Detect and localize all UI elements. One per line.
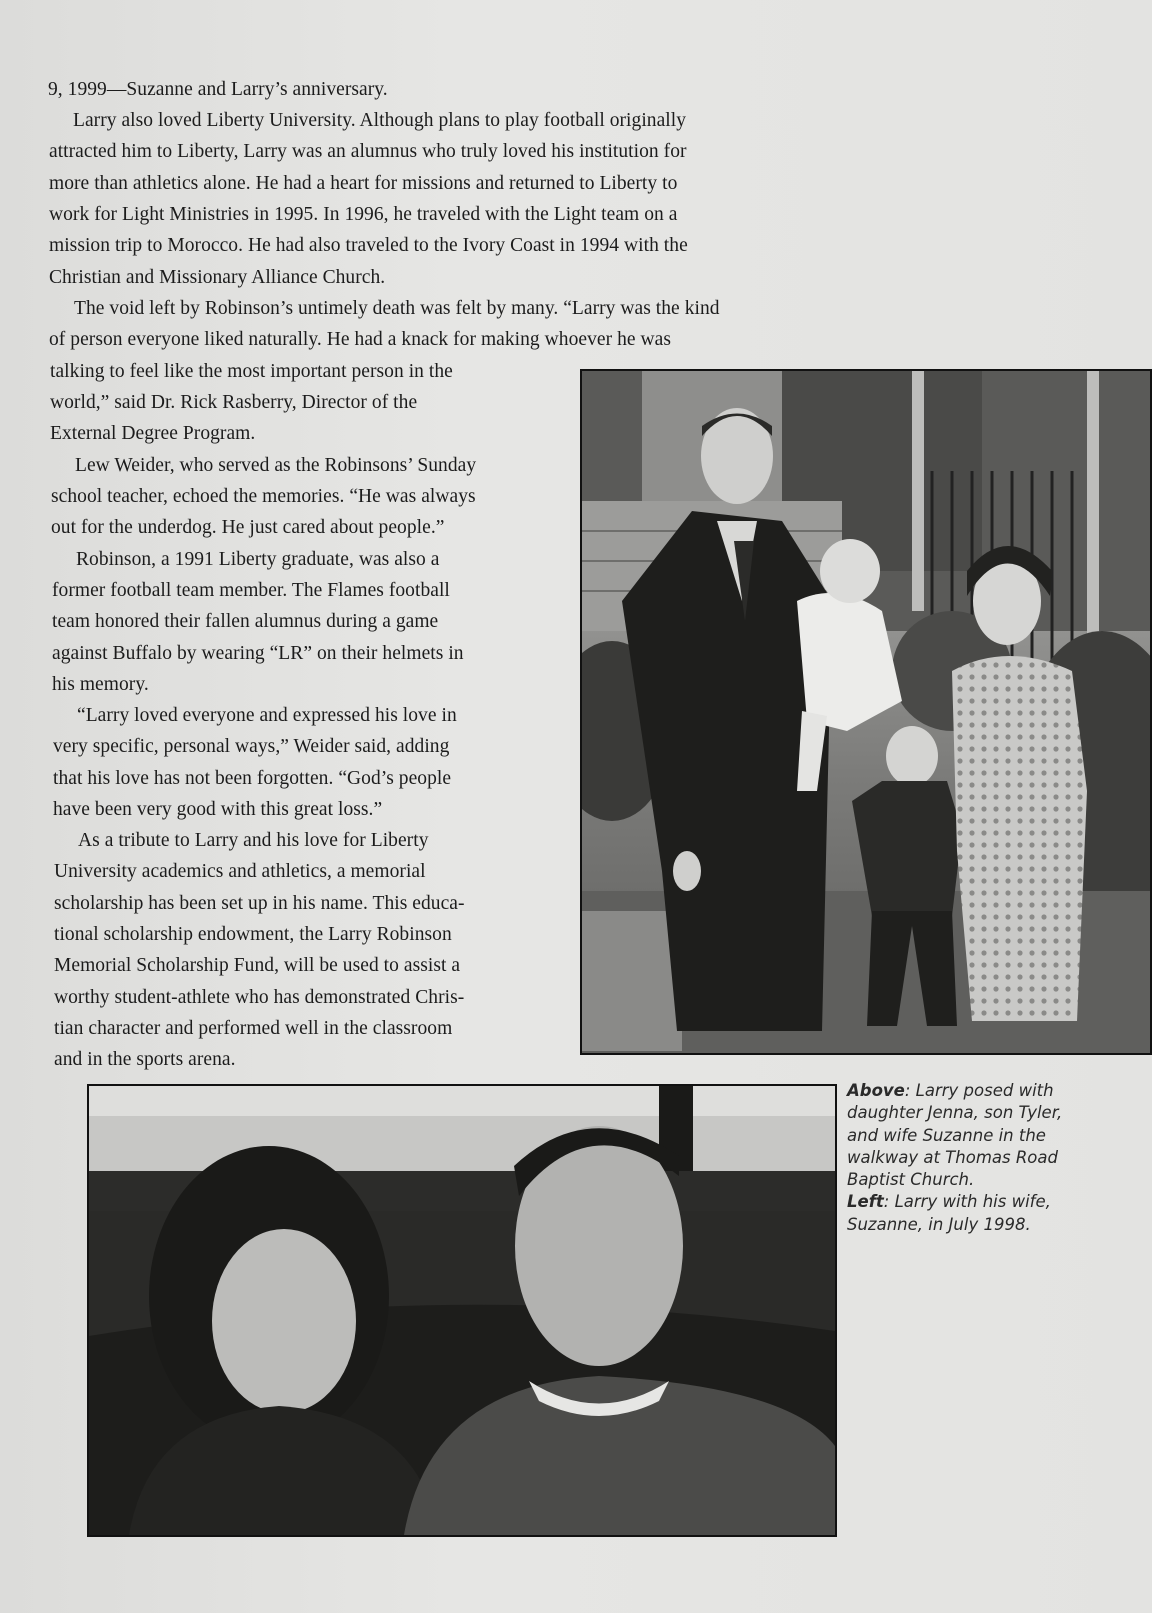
body-line: former football team member. The Flames football [52,580,450,601]
caption-above-text: : Larry posed with [904,1081,1054,1100]
body-line: 9, 1999—Suzanne and Larry’s anniversary. [48,79,388,100]
body-line: team honored their fallen alumnus during a game [52,611,439,632]
photo-caption [847,1080,1127,1236]
body-line: University academics and athletics, a memorial [54,861,426,882]
body-line: “Larry loved everyone and expressed his love in [77,705,457,726]
body-line: As a tribute to Larry and his love for Liberty [78,830,429,851]
body-line: very specific, personal ways,” Weider said, adding [53,736,450,757]
body-line: his memory. [52,674,149,695]
body-line: of person everyone liked naturally. He had a knack for making whoever he was [49,329,671,350]
body-line: and in the sports arena. [54,1049,236,1070]
body-line: scholarship has been set up in his name. This educa- [54,893,465,914]
body-line: tian character and performed well in the classroom [54,1018,453,1039]
caption-left-line: Suzanne, in July 1998. [847,1214,1031,1234]
body-line: External Degree Program. [50,423,256,444]
caption-above-line: and wife Suzanne in the [847,1125,1046,1145]
body-line: worthy student-athlete who has demonstrated Chris- [54,987,465,1008]
body-line: attracted him to Liberty, Larry was an alumnus who truly loved his institution for [49,141,687,162]
body-line: out for the underdog. He just cared about people.” [51,517,445,538]
caption-above-label: Above [847,1081,905,1100]
caption-above-line: walkway at Thomas Road [847,1147,1058,1167]
body-line: The void left by Robinson’s untimely death was felt by many. “Larry was the kind [74,298,720,319]
body-line: talking to feel like the most important person in the [50,361,453,382]
body-line: work for Light Ministries in 1995. In 1996, he traveled with the Light team on a [49,204,678,225]
body-line: mission trip to Morocco. He had also traveled to the Ivory Coast in 1994 with the [49,235,688,256]
body-line: Lew Weider, who served as the Robinsons’ Sunday [75,455,477,476]
body-line: tional scholarship endowment, the Larry Robinson [54,924,452,945]
body-line: Christian and Missionary Alliance Church. [49,267,386,288]
body-line: have been very good with this great loss.” [53,799,383,820]
couple-photo-illustration [89,1086,835,1535]
body-line: Memorial Scholarship Fund, will be used to assist a [54,955,461,976]
caption-left-label: Left [847,1192,884,1212]
body-line: Larry also loved Liberty University. Although plans to play football originally [73,110,687,131]
caption-left-line [847,1191,1127,1213]
family-photo [580,369,1152,1055]
body-line: world,” said Dr. Rick Rasberry, Director of the [50,392,418,413]
body-line: that his love has not been forgotten. “God’s people [53,768,452,789]
caption-left-text: : Larry with his wife, [883,1192,1051,1212]
couple-photo [87,1084,837,1537]
body-line: Robinson, a 1991 Liberty graduate, was also a [76,549,440,570]
caption-above-line: Baptist Church. [847,1170,975,1190]
caption-above-line: daughter Jenna, son Tyler, [847,1103,1063,1123]
family-photo-illustration [582,371,1150,1053]
body-line: school teacher, echoed the memories. “He was always [51,486,476,507]
caption-above-line [847,1080,1127,1102]
body-line: more than athletics alone. He had a heart for missions and returned to Liberty to [49,173,678,194]
body-line: against Buffalo by wearing “LR” on their helmets in [52,643,464,664]
